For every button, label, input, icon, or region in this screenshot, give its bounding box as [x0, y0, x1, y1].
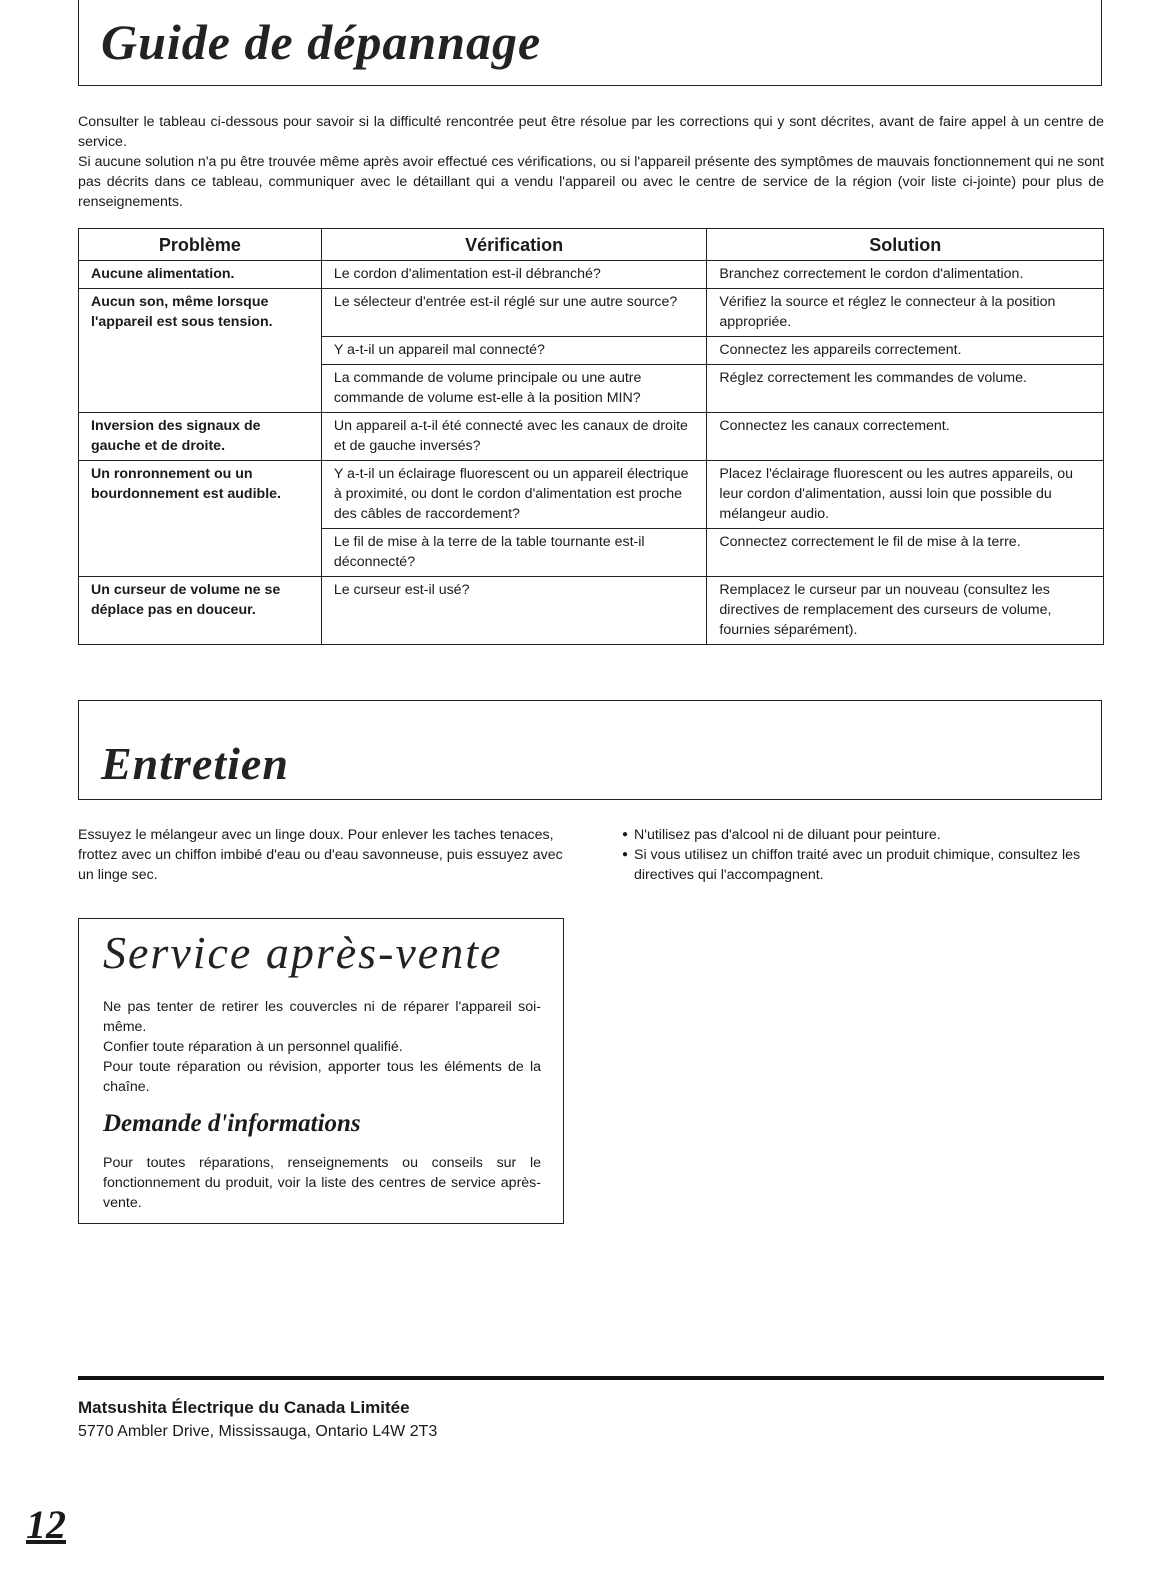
verification-cell: Le cordon d'alimentation est-il débranché?	[321, 261, 707, 289]
page-number: 12	[26, 1502, 66, 1547]
table-row	[79, 289, 1104, 337]
service-info-text: Pour toutes réparations, renseignements ou conseils sur le fonctionnement du produit, voir la liste des centres de service après-vente.	[103, 1155, 541, 1211]
maintenance-title: Entretien	[101, 738, 289, 789]
maintenance-text: Essuyez le mélangeur avec un linge doux. Pour enlever les taches tenaces, frottez avec un chiffon imbibé d'eau ou d'eau savonneuse, puis essuyez avec un linge sec.	[78, 827, 563, 883]
service-line: Confier toute réparation à un personnel qualifié.	[103, 1039, 403, 1055]
company-address: 5770 Ambler Drive, Mississauga, Ontario L4W 2T3	[78, 1423, 438, 1440]
troubleshooting-table	[78, 228, 1104, 645]
header-problem: Problème	[79, 229, 322, 261]
header-solution: Solution	[707, 229, 1104, 261]
solution-cell: Connectez correctement le fil de mise à la terre.	[707, 529, 1104, 577]
company-name: Matsushita Électrique du Canada Limitée	[78, 1398, 410, 1417]
solution-cell: Réglez correctement les commandes de volume.	[707, 365, 1104, 413]
bullet-text: Si vous utilisez un chiffon traité avec un produit chimique, consultez les directives qui l'accompagnent.	[634, 847, 1081, 883]
maintenance-title-box	[78, 700, 1102, 800]
service-line: Ne pas tenter de retirer les couvercles ni de réparer l'appareil soi-même.	[103, 999, 541, 1035]
bullet-text: N'utilisez pas d'alcool ni de diluant pour peinture.	[634, 827, 941, 843]
verification-cell: Y a-t-il un appareil mal connecté?	[321, 337, 707, 365]
table-header-row	[79, 229, 1104, 261]
bullet-icon: ●	[622, 849, 629, 860]
footer-rule	[78, 1376, 1104, 1380]
verification-cell: Le fil de mise à la terre de la table tournante est-il déconnecté?	[321, 529, 707, 577]
service-subtitle: Demande d'informations	[103, 1110, 361, 1137]
bullet-icon: ●	[622, 829, 629, 840]
service-lines	[103, 997, 541, 1097]
solution-cell: Remplacez le curseur par un nouveau (consultez les directives de remplacement des curseurs de volume, fournies séparément).	[707, 577, 1104, 645]
solution-cell: Connectez les appareils correctement.	[707, 337, 1104, 365]
solution-cell: Branchez correctement le cordon d'alimentation.	[707, 261, 1104, 289]
problem-cell: Aucune alimentation.	[79, 261, 322, 289]
intro-paragraph-1: Consulter le tableau ci-dessous pour savoir si la difficulté rencontrée peut être résolue par les corrections qui y sont décrites, avant de faire appel à un centre de service.	[78, 114, 1104, 150]
table-row	[79, 261, 1104, 289]
solution-cell: Connectez les canaux correctement.	[707, 413, 1104, 461]
problem-cell: Un ronronnement ou un bourdonnement est audible.	[79, 461, 322, 577]
verification-cell: Un appareil a-t-il été connecté avec les canaux de droite et de gauche inversés?	[321, 413, 707, 461]
verification-cell: Le sélecteur d'entrée est-il réglé sur une autre source?	[321, 289, 707, 337]
problem-cell: Aucun son, même lorsque l'appareil est sous tension.	[79, 289, 322, 413]
list-item	[622, 825, 1106, 845]
list-item	[622, 845, 1106, 885]
problem-cell: Un curseur de volume ne se déplace pas en douceur.	[79, 577, 322, 645]
maintenance-bullets	[622, 825, 1106, 885]
table-row	[79, 461, 1104, 529]
solution-cell: Placez l'éclairage fluorescent ou les autres appareils, ou leur cordon d'alimentation, aussi loin que possible du mélangeur audio.	[707, 461, 1104, 529]
verification-cell: Le curseur est-il usé?	[321, 577, 707, 645]
service-box	[78, 918, 564, 1224]
table-row	[79, 577, 1104, 645]
troubleshooting-intro	[78, 112, 1104, 212]
verification-cell: La commande de volume principale ou une autre commande de volume est-elle à la position MIN?	[321, 365, 707, 413]
troubleshooting-title: Guide de dépannage	[101, 14, 542, 70]
verification-cell: Y a-t-il un éclairage fluorescent ou un appareil électrique à proximité, ou dont le cordon d'alimentation est proche des câbles de raccordement?	[321, 461, 707, 529]
service-title: Service après-vente	[103, 927, 503, 978]
header-verification: Vérification	[321, 229, 707, 261]
solution-cell: Vérifiez la source et réglez le connecteur à la position appropriée.	[707, 289, 1104, 337]
table-row	[79, 413, 1104, 461]
intro-paragraph-2: Si aucune solution n'a pu être trouvée même après avoir effectué ces vérifications, ou si l'appareil présente des symptômes de mauvais fonctionnement qui ne sont pas décrits dans ce tableau, communiquer avec le détaillant qui a vendu l'appareil ou avec le centre de service de la région (voir liste ci-jointe) pour plus de renseignements.	[78, 154, 1104, 210]
troubleshooting-title-box	[78, 0, 1102, 86]
service-line: Pour toute réparation ou révision, apporter tous les éléments de la chaîne.	[103, 1059, 541, 1095]
problem-cell: Inversion des signaux de gauche et de droite.	[79, 413, 322, 461]
